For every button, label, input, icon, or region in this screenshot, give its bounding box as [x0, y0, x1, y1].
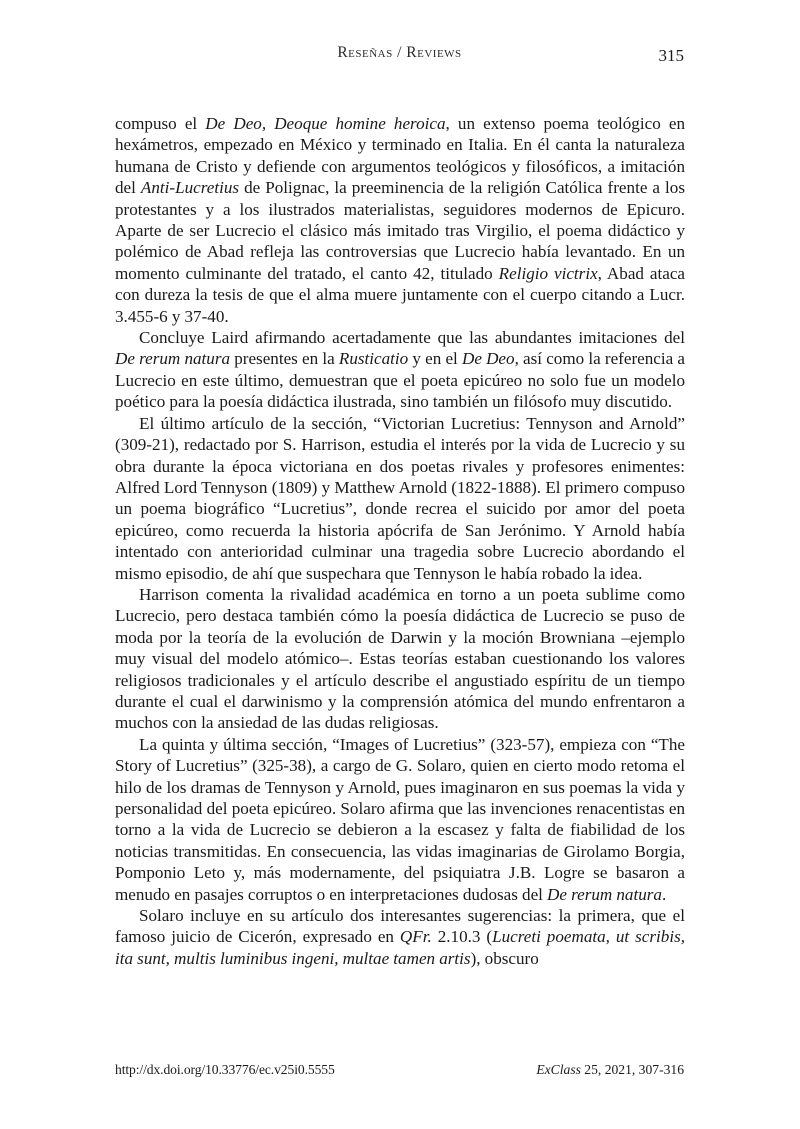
italic-run: Anti-Lucretius	[140, 178, 240, 198]
running-head-title: Reseñas / Reviews	[337, 44, 462, 61]
text-run: La quinta y última sección, “Images of Lucretius” (323-57), empieza con “The Story of Lucretius” (325-38), a cargo de G. Solaro, quien en cierto modo retoma el hilo de los dramas de Tennyson y Arnold, pues imaginaron en sus poemas la vida y personalidad del poeta epicúreo. Solaro afirma que las invenciones renacentistas en torno a la vida de Lucrecio se debieron a la escasez y falta de fiabilidad de los noticias transmitidas. En consecuencia, las vidas imaginarias de Girolamo Borgia, Pomponio Leto y, más modernamente, del psiquiatra J.B. Logre se basaron a menudo en pasajes corruptos o en interpretaciones dudosas del	[115, 734, 685, 904]
doi-link[interactable]: http://dx.doi.org/10.33776/ec.v25i0.5555	[115, 1062, 335, 1077]
text-run: , Abad ataca con dureza la tesis de que el alma muere juntamente con el cuerpo citando a Lucr. 3.455-6 y 37-40.	[115, 263, 686, 326]
italic-run: De Deo, Deoque homine heroica	[205, 114, 446, 133]
journal-citation-details: 25, 2021, 307-316	[580, 1062, 684, 1077]
text-run: , un extenso poema teológico en hexámetros, empezado en México y terminado en Italia. En él canta la naturaleza humana de Cristo y defiende con argumentos teológicos y filosóficos, a imitación del	[115, 114, 685, 198]
italic-run: De rerum natura	[547, 884, 662, 904]
text-run: El último artículo de la sección, “Victorian Lucretius: Tennyson and Arnold” (309-21), redactado por S. Harrison, estudia el interés por la vida de Lucrecio y su obra durante la época victoriana en dos poetas rivales y profesores enimentes: Alfred Lord Tennyson (1809) y Matthew Arnold (1822-1888). El primero compuso un poema biográfico “Lucretius”, donde recrea el suicido por amor del poeta epicúreo, como recuerda la historia apócrifa de San Jerónimo. Y Arnold había intentado con anterioridad culminar una tragedia sobre Lucrecio abordando el mismo episodio, de ahí que suspechara que Tennyson le había robado la idea.	[115, 413, 685, 583]
italic-run: De rerum natura	[115, 349, 231, 369]
body-text-block	[115, 113, 685, 969]
text-run: .	[661, 884, 667, 904]
para-laird-conclusion	[115, 327, 685, 413]
text-run: , así como la referencia a Lucrecio en este último, demuestran que el poeta epicúreo no solo fue un modelo poético para la poesía didáctica ilustrada, sino también un filósofo muy discutido.	[115, 349, 685, 412]
text-run: Harrison comenta la rivalidad académica en torno a un poeta sublime como Lucrecio, pero destaca también cómo la poesía didáctica de Lucrecio se puso de moda por la teoría de la evolución de Darwin y la moción Browniana –ejemplo muy visual del modelo atómico–. Estas teorías estaban cuestionando los valores religiosos tradicionales y el artículo describe el angustiado espíritu de un tiempo durante el cual el darwinismo y la comprensión atómica del mundo enfrentaron a muchos con la ansiedad de las dudas religiosas.	[115, 584, 685, 733]
page-number: 315	[658, 46, 684, 65]
italic-run: De Deo	[461, 349, 515, 369]
journal-name: ExClass	[536, 1062, 581, 1077]
running-head	[115, 44, 684, 68]
para-images-of-lucretius	[115, 734, 685, 905]
italic-run: QFr.	[399, 927, 432, 947]
italic-run: Religio victrix	[498, 263, 598, 283]
text-run: Concluye Laird afirmando acertadamente que las abundantes imitaciones del	[139, 328, 685, 348]
para-harrison-rivalry	[115, 584, 685, 734]
text-run: y en el	[408, 349, 462, 369]
italic-run: Lucreti poemata, ut scribis, ita sunt, multis luminibus ingeni, multae tamen artis	[115, 927, 685, 968]
para-solaro-suggestions	[115, 905, 685, 969]
text-run: ), obscuro	[470, 948, 539, 968]
text-run: 2.10.3 (	[431, 927, 493, 947]
text-run: presentes en la	[230, 349, 339, 369]
italic-run: Rusticatio	[338, 349, 409, 369]
para-abad-de-deo	[115, 113, 685, 327]
text-run: compuso el	[115, 114, 206, 133]
para-victorian-lucretius	[115, 413, 685, 584]
text-run: Solaro incluye en su artículo dos interesantes sugerencias: la primera, que el famoso juicio de Cicerón, expresado en	[115, 906, 685, 947]
page-footer	[115, 1062, 684, 1078]
text-run: de Polignac, la preeminencia de la religión Católica frente a los protestantes y a los ilustrados materialistas, seguidores modernos de Epicuro. Aparte de ser Lucrecio el clásico más imitado tras Virgilio, el poema didáctico y polémico de Abad refleja las controversias que Lucrecio había levantado. En un momento culminante del tratado, el canto 42, titulado	[115, 178, 685, 283]
journal-citation	[536, 1062, 684, 1078]
